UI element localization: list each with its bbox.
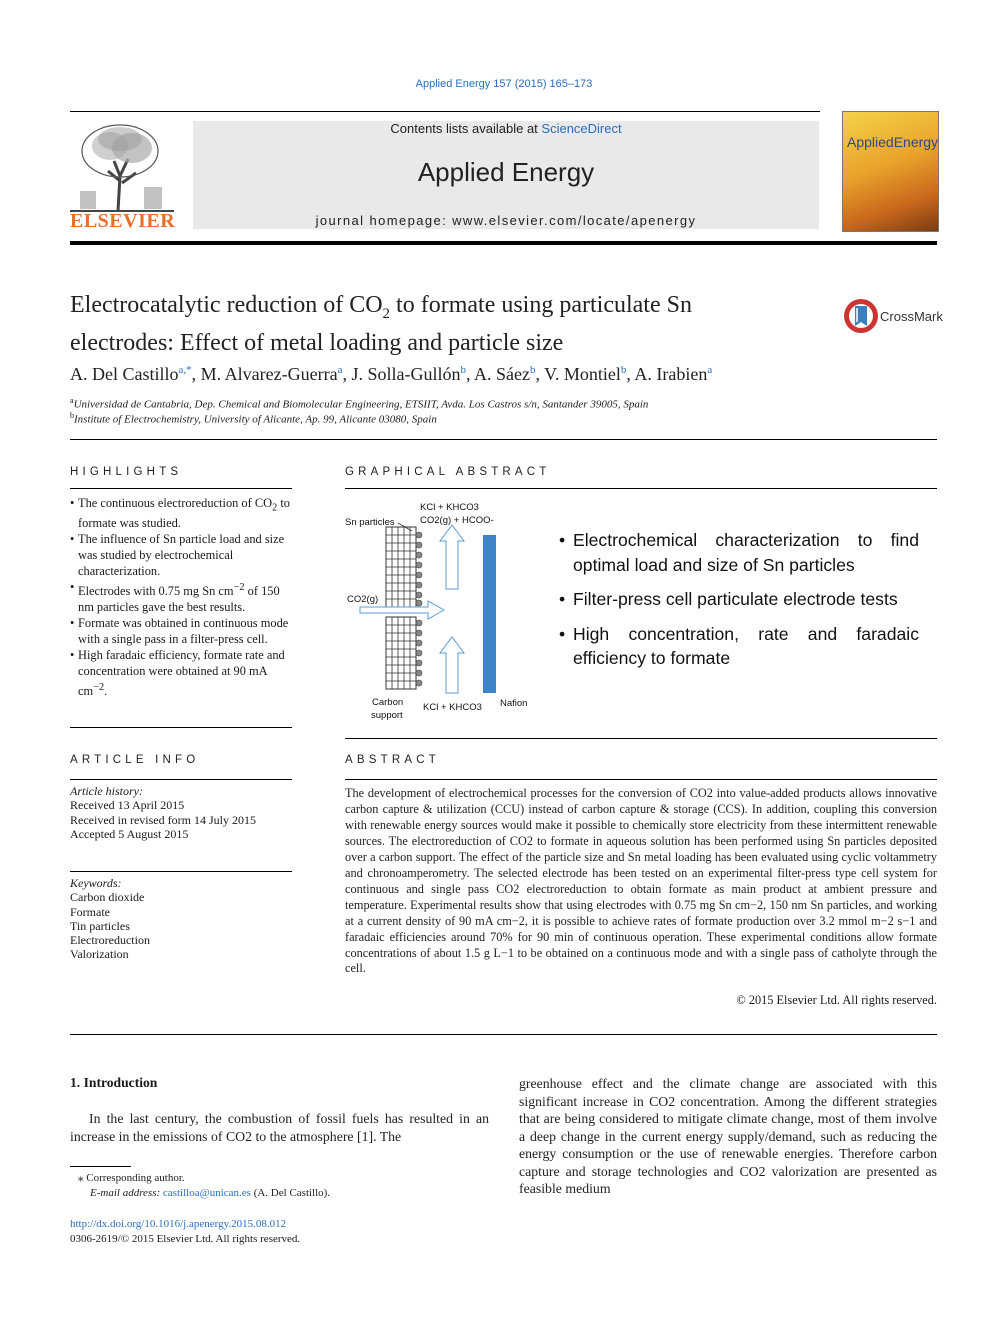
contents-prefix: Contents lists available at	[390, 121, 542, 136]
history-label: Article history:	[70, 784, 143, 798]
email-link[interactable]: castilloa@unican.es	[162, 1187, 251, 1199]
graphical-abstract-bullets	[559, 528, 919, 681]
graphical-abstract-rule	[345, 488, 937, 489]
author-list: A. Del Castillo$^{a,*}$, M. Alvarez-Guerra$^a$, J. Solla-Gullón$^b$, A. Sáez$^b$, V. Montiel$^b$, A. Irabien$^a$	[70, 364, 713, 384]
label-kcl-bottom: KCl + KHCO3	[423, 702, 482, 713]
keyword[interactable]: Tin particles	[70, 918, 130, 933]
abstract-rule	[345, 779, 937, 780]
journal-homepage[interactable]: journal homepage: www.elsevier.com/locate/apenergy	[315, 213, 697, 228]
abstract-heading: ABSTRACT	[345, 754, 440, 766]
highlights-list	[70, 496, 292, 700]
cover-title: AppliedEnergy	[847, 134, 939, 150]
label-sn-particles: Sn particles	[345, 517, 395, 528]
footnote-rule	[70, 1166, 131, 1167]
author-name[interactable]: J. Solla-Gullón	[351, 364, 461, 384]
journal-title[interactable]: Applied Energy	[417, 157, 595, 187]
abstract-copyright: © 2015 Elsevier Ltd. All rights reserved.	[736, 993, 937, 1007]
title-part-1: Electrocatalytic reduction of CO	[70, 292, 383, 318]
label-carbon: Carbon	[372, 697, 404, 708]
history-revised: Received in revised form 14 July 2015	[70, 812, 256, 827]
email-suffix: (A. Del Castillo).	[253, 1187, 331, 1199]
keyword[interactable]: Valorization	[70, 947, 129, 962]
email-label: E-mail address:	[90, 1187, 161, 1199]
contents-list-line	[193, 121, 819, 136]
doi-block	[70, 1217, 300, 1247]
author-affil[interactable]: b	[620, 364, 627, 376]
abstract-bottom-rule	[70, 1034, 937, 1035]
affiliation-b	[70, 411, 437, 426]
highlight-item: • The continuous electroreduction of $CO_2$ to formate was studied.	[70, 496, 292, 532]
history-received: Received 13 April 2015	[70, 798, 185, 813]
author-affil[interactable]: a,*	[178, 364, 192, 376]
article-title: Electrocatalytic reduction of $CO_2$ to formate using particulate Sn electrodes: Effect of metal loading and particle size	[70, 292, 692, 356]
highlight-item: • Formate was obtained in continuous mode with a single pass in a filter-press cell.	[70, 616, 292, 648]
affiliation-text: Institute of Electrochemistry, University of Alicante, Ap. 99, Alicante 03080, Spain	[74, 413, 437, 426]
author-name[interactable]: M. Alvarez-Guerra	[200, 364, 338, 384]
keyword[interactable]: Formate	[70, 904, 110, 919]
keyword[interactable]: Electroreduction	[70, 933, 150, 948]
ga-bullet: • Filter-press cell particulate electrode tests	[559, 587, 919, 612]
affiliation-rule	[70, 439, 937, 440]
header-top-rule	[70, 111, 820, 112]
affiliation-key: a	[70, 396, 74, 405]
author-name[interactable]: A. Del Castillo	[70, 364, 179, 384]
article-history	[70, 784, 292, 841]
history-accepted: Accepted 5 August 2015	[70, 826, 189, 841]
author-name[interactable]: A. Irabien	[634, 364, 708, 384]
author-name[interactable]: A. Sáez	[474, 364, 530, 384]
author-affil[interactable]: a	[337, 364, 343, 376]
keywords-rule	[70, 871, 292, 872]
intro-left-paragraph: In the last century, the combustion of fossil fuels has resulted in an increase in the emissions of CO2 to the atmosphere [1]. The	[70, 1111, 489, 1144]
elsevier-tree-icon	[70, 121, 174, 213]
label-co2: CO2(g)	[347, 594, 379, 605]
abstract-text: The development of electrochemical processes for the conversion of CO2 into value-added products allows innovative carbon capture & utilization (CCU) instead of carbon capture & storage (CCS). In addition, coupling this conversion with renewable energy sources would make it possible to chemically store electricity from these intermittent renewable sources. The electroreduction of CO2 to formate in aqueous solution has been performed using Sn particles deposited over a carbon support. The effect of the particle size and Sn metal loading has been evaluated using cyclic voltammetry and chronoamperometry. The selected electrode has been tested on an experimental filter-press type cell system for continuous and single pass CO2 electroreduction to obtain formate as main product at ambient pressure and temperature. Experimental results show that using electrodes with 0.75 mg Sn cm−2, 150 nm Sn particles, and working at a current density of 90 mA cm−2, it is possible to achieve rates of formate production over 3.2 mmol m−2 s−1 and faradaic efficiencies around 70% for 90 min of continuous operation. These experimental conditions allow formate concentrations of about 1.5 g L−1 to be obtained on a continuous mode and with a single pass of catholyte through the cell.	[345, 786, 937, 976]
elsevier-wordmark: ELSEVIER	[70, 210, 176, 232]
author-name[interactable]: V. Montiel	[544, 364, 621, 384]
section-heading-introduction: 1. Introduction	[70, 1075, 158, 1090]
highlight-item: • The influence of Sn particle load and size was studied by electrochemical characterization.	[70, 532, 292, 580]
title-part-2: to formate using particulate Sn electrodes: Effect of metal loading and particle size	[70, 292, 692, 356]
header-thick-rule	[70, 241, 937, 245]
sciencedirect-link[interactable]: ScienceDirect	[541, 121, 622, 136]
footnote-email	[90, 1187, 330, 1199]
graphical-abstract-bottom-rule	[345, 738, 937, 739]
author-affil[interactable]: a	[707, 364, 713, 376]
author-affil[interactable]: b	[529, 364, 536, 376]
affiliation-text: Universidad de Cantabria, Dep. Chemical and Biomolecular Engineering, ETSIIT, Avda. Los Castros s/n, Santander 39005, Spain	[73, 398, 649, 411]
crossmark-label[interactable]: CrossMark	[880, 309, 943, 324]
issn-line: 0306-2619/© 2015 Elsevier Ltd. All rights reserved.	[70, 1233, 301, 1245]
label-kcl-top-2: CO2(g) + HCOO-	[420, 515, 494, 526]
article-info-rule	[70, 779, 292, 780]
ga-bullet: • High concentration, rate and faradaic efficiency to formate	[559, 622, 919, 671]
carbon-support-lower	[386, 617, 416, 689]
inlet-arrow	[440, 637, 464, 693]
footnote-corresponding: ⁎ Corresponding author.	[78, 1172, 185, 1184]
label-kcl-top-1: KCl + KHCO3	[420, 502, 479, 513]
highlight-item: • Electrodes with 0.75 mg Sn $cm^{-2}$ of 150 nm particles gave the best results.	[70, 580, 292, 616]
crossmark-icon[interactable]	[843, 298, 879, 334]
affiliation-key: b	[70, 411, 74, 420]
article-info-heading: ARTICLE INFO	[70, 754, 200, 766]
outlet-arrow	[440, 525, 464, 589]
highlights-heading: HIGHLIGHTS	[70, 466, 183, 478]
ga-bullet: • Electrochemical characterization to find optimal load and size of Sn particles	[559, 528, 919, 577]
keywords-label: Keywords:	[70, 876, 122, 890]
graphical-abstract-heading: GRAPHICAL ABSTRACT	[345, 466, 551, 478]
highlight-item: • High faradaic efficiency, formate rate and concentration were obtained at 90 mA $cm^{-2}$.	[70, 648, 292, 700]
doi-link[interactable]: http://dx.doi.org/10.1016/j.apenergy.2015.08.012	[70, 1218, 287, 1230]
author-affil[interactable]: b	[460, 364, 466, 376]
journal-citation[interactable]: Applied Energy 157 (2015) 165–173	[415, 78, 593, 90]
keywords	[70, 876, 292, 962]
journal-cover-thumbnail[interactable]	[842, 111, 939, 232]
highlights-bottom-rule	[70, 727, 292, 728]
label-support: support	[371, 710, 403, 721]
affiliation-a	[70, 396, 648, 411]
carbon-support-upper	[386, 527, 416, 607]
nafion-membrane	[483, 535, 496, 693]
keyword[interactable]: Carbon dioxide	[70, 890, 145, 905]
elsevier-logo[interactable]	[70, 121, 174, 231]
label-nafion: Nafion	[500, 698, 528, 709]
highlights-rule	[70, 488, 292, 489]
intro-right-paragraph: greenhouse effect and the climate change are associated with this significant increase in CO2 concentration. Among the different strategies that are being considered to mitigate climate change, most of them involve a deep change in the current energy supply/demand, such as reducing the energy consumption or the use of renewable energies. Therefore carbon capture and storage technologies and CO2 valorization are presented as feasible medium	[519, 1076, 937, 1196]
graphical-abstract-figure[interactable]	[340, 495, 545, 725]
